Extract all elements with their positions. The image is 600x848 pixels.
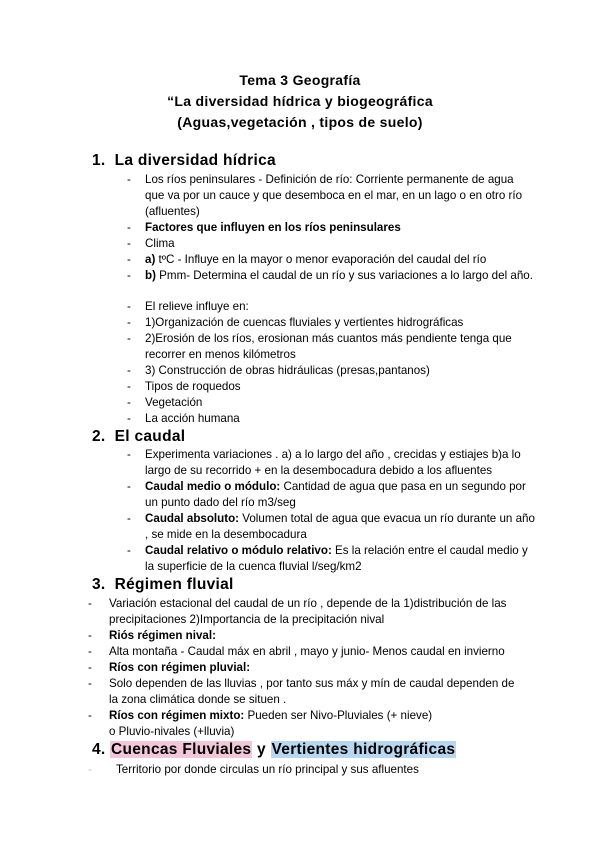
document-page: Tema 3 Geografía “La diversidad hídrica y biogeográfica (Aguas,vegetación , tipos de suelo) 1. La diversidad hídrica - Los ríos peninsulares - Definición de río: Corriente permanente de agua que va por un cauce y que desemboca en el mar, en un lago o en otro río (afluentes) - Factores que influyen en los ríos peninsulares - Clima - a) tºC - Influye en la mayor o menor evaporación del caudal del río - b) Pmm- Determina el caudal de un río y sus variaciones a lo largo del año. - El relieve influye en: - 1)Organización de cuencas fluviales y vertientes hidrográficas - 2)Erosión de los ríos, erosionan más cuantos más pendiente tenga que recorrer en menos kilómetros - 3) Construcción de obras hidráulicas (presas,pantanos) - Tipos de roquedos - Vegetación - La acción humana 2. El caudal - Experimenta variaciones . a) a lo largo del año , crecidas y estiajes b)a lo largo de su recorrido + en la desembocadura debido a los afluentes - Caudal medio o módulo: Cantidad de agua que pasa en un segundo por un punto dado del río m3/seg - Caudal absoluto: Volumen total de agua que evacua un río durante un año , se mide en la desembocadura - Caudal relativo o módulo relativo: Es la relación entre el caudal medio y la superficie de la cuenca fluvial l/seg/km2 3. Régimen fluvial - Variación estacional del caudal de un río , depende de la 1)distribución de las precipitaciones 2)Importancia de la precipitación nival - Riós régimen nival: - Alta montaña - Caudal máx en abril , mayo y junio- Menos caudal en invierno - Ríos con régimen pluvial: - Solo dependen de las lluvias , por tanto sus máx y mín de caudal dependen de la zona climática donde se situen . - Ríos con régimen mixto: Pueden ser Nivo-Pluviales (+ nieve) o Pluvio-nivales (+lluvia) 4. Cuencas Fluviales y Vertientes hidrográficas - Territorio por donde circulas un río principal y sus afluentes: [0, 0, 600, 848]
section-3-heading: 3. Régimen fluvial: [92, 576, 234, 593]
highlight-vertientes: Vertientes hidrográficas: [271, 741, 456, 758]
title-line-2: “La diversidad hídrica y biogeográfica: [167, 93, 433, 109]
highlight-cuencas: Cuencas Fluviales: [111, 741, 252, 758]
section-2-heading: 2. El caudal: [92, 428, 186, 445]
section-4-heading: 4. Cuencas Fluviales y Vertientes hidrográficas: [92, 741, 456, 758]
title-line-1: Tema 3 Geografía: [239, 72, 361, 88]
title-line-3: (Aguas,vegetación , tipos de suelo): [177, 114, 423, 130]
section-1-heading: 1. La diversidad hídrica: [92, 152, 276, 169]
document-title: [0, 70, 600, 133]
